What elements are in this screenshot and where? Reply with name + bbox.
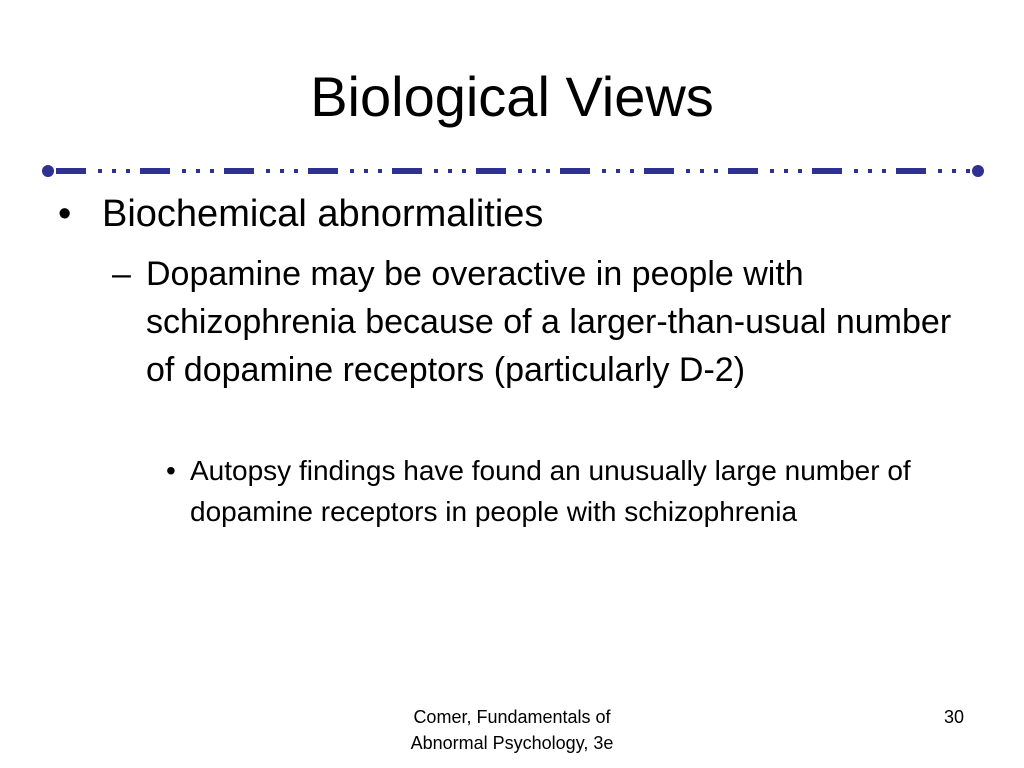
footer-source-line2: Abnormal Psychology, 3e (410, 733, 614, 753)
divider-dot (938, 169, 942, 173)
divider-dot (616, 169, 620, 173)
divider-dash (644, 168, 674, 174)
dash-marker: – (112, 255, 131, 293)
divider-dot (700, 169, 704, 173)
divider-dot (434, 169, 438, 173)
bullet-text: Biochemical abnormalities (102, 193, 544, 235)
divider-dot (196, 169, 200, 173)
divider-dash (392, 168, 422, 174)
divider-dot (98, 169, 102, 173)
divider-dash (308, 168, 338, 174)
footer-source (362, 704, 662, 756)
footer-source-line1: Comer, Fundamentals of (413, 707, 611, 727)
divider-dash (224, 168, 254, 174)
page-number: 30 (943, 707, 964, 727)
divider-dot (602, 169, 606, 173)
divider-dot (266, 169, 270, 173)
divider-dot (112, 169, 116, 173)
divider-endpoint (972, 165, 984, 177)
divider-dot (714, 169, 718, 173)
divider-dot (952, 169, 956, 173)
divider-dash (728, 168, 758, 174)
title-divider (42, 160, 984, 182)
divider-endpoint (42, 165, 54, 177)
bullet-marker: • (166, 455, 176, 486)
divider-dot (532, 169, 536, 173)
divider-dash (140, 168, 170, 174)
divider-dot (378, 169, 382, 173)
divider-dot (364, 169, 368, 173)
divider-dot (784, 169, 788, 173)
divider-dot (798, 169, 802, 173)
divider-dot (448, 169, 452, 173)
slide-title: Biological Views (310, 65, 714, 128)
divider-dot (126, 169, 130, 173)
divider-dash (476, 168, 506, 174)
divider-dash (812, 168, 842, 174)
divider-dot (350, 169, 354, 173)
divider-dot (770, 169, 774, 173)
divider-dot (546, 169, 550, 173)
divider-dot (854, 169, 858, 173)
divider-dot (280, 169, 284, 173)
divider-dot (294, 169, 298, 173)
divider-dash (896, 168, 926, 174)
divider-dot (966, 169, 970, 173)
divider-dot (182, 169, 186, 173)
divider-dash (56, 168, 86, 174)
divider-dash (560, 168, 590, 174)
divider-dot (518, 169, 522, 173)
divider-dot (868, 169, 872, 173)
divider-dot (210, 169, 214, 173)
divider-dot (882, 169, 886, 173)
divider-dot (462, 169, 466, 173)
bullet-text: Autopsy findings have found an unusually large number of dopamine receptors in people with schizophrenia (190, 455, 911, 527)
divider-dot (686, 169, 690, 173)
bullet-text: Dopamine may be overactive in people with schizophrenia because of a larger-than-usual number of dopamine receptors (particularly D-2) (146, 255, 952, 389)
bullet-marker: • (58, 193, 72, 235)
divider-dot (630, 169, 634, 173)
